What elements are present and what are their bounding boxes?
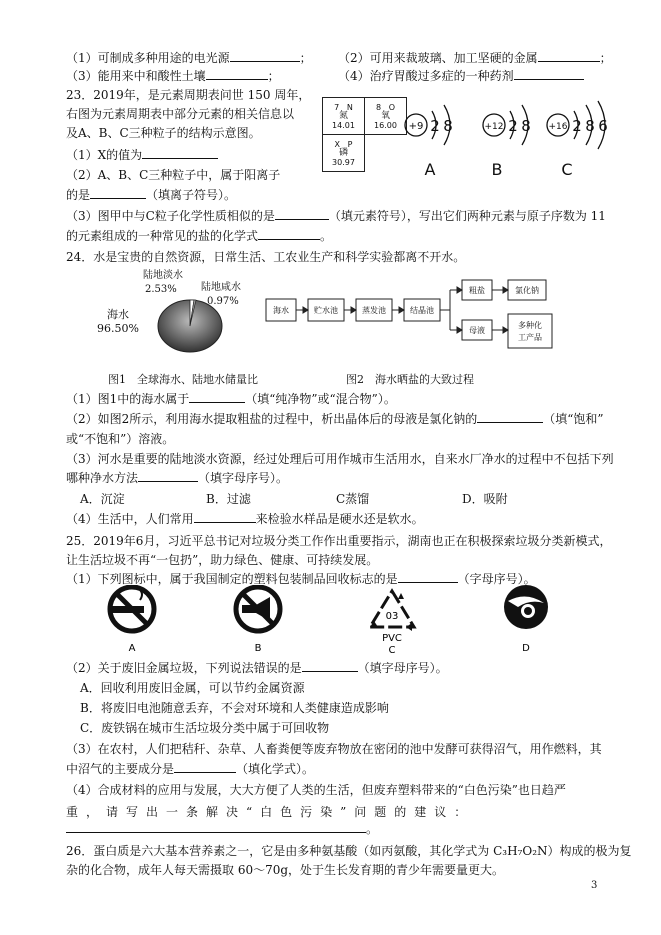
answer-blank[interactable] — [138, 470, 198, 482]
q25-sub3-cont: 中沼气的主要成分是 （填化学式）。 — [66, 762, 315, 776]
icon-c-text: PVC — [382, 633, 402, 644]
q25-sub4: （4）合成材料的应用与发展，大大方便了人类的生活，但废弃塑料带来的“白色污染”也日趋严 — [66, 783, 566, 797]
answer-blank[interactable] — [230, 50, 300, 62]
q22-item2: （2）可用来裁玻璃、加工坚硬的金属 ； — [338, 51, 612, 65]
q24-intro: 24．水是宝贵的自然资源，日常生活、工农业生产和科学实验都离不开水。 — [66, 250, 466, 264]
electron-c-3: 6 — [598, 117, 608, 135]
icon-no-horn[interactable] — [236, 587, 280, 631]
figure1-caption: 图1 全球海水、陆地水储量比 — [108, 373, 258, 386]
atom-label-a: A — [424, 160, 436, 179]
q25-option-c[interactable]: C．废铁锅在城市生活垃圾分类中属于可回收物 — [80, 721, 330, 735]
pie-sea-pct: 96.50% — [97, 322, 139, 335]
answer-blank[interactable] — [194, 511, 256, 523]
electron-b-1: 2 — [508, 117, 518, 135]
flow-label-reservoir: 贮水池 — [314, 306, 338, 315]
icon-label-c: C — [388, 645, 396, 656]
water-pie-figure — [95, 268, 255, 368]
nucleus-a: +9 — [408, 121, 424, 132]
pie-salt-pct: 0.97% — [207, 296, 239, 307]
answer-blank[interactable] — [398, 571, 458, 583]
nucleus-b: +12 — [484, 122, 504, 132]
q23-sub3: （3）图甲中与C粒子化学性质相似的是 （填元素符号），写出它们两种元素与原子序数为 11 — [66, 209, 606, 223]
icon-water-saving[interactable] — [504, 585, 548, 629]
q24-option-b[interactable]: B．过滤 — [206, 492, 251, 506]
q25-sub1: （1）下列图标中，属于我国制定的塑料包装制品回收标志的是 （字母序号）。 — [66, 572, 536, 586]
answer-blank[interactable] — [302, 660, 358, 672]
q24-sub1: （1）图1中的海水属于 （填“纯净物”或“混合物”）。 — [66, 392, 396, 406]
q22-item3: （3）能用来中和酸性土壤 ； — [66, 69, 280, 83]
q25-option-a[interactable]: A．回收利用废旧金属，可以节约金属资源 — [80, 681, 305, 695]
icon-c-number: 03 — [385, 611, 399, 622]
answer-blank[interactable] — [189, 391, 245, 403]
flow-label-products-1: 多种化 — [518, 321, 542, 330]
answer-blank[interactable] — [477, 411, 543, 423]
q25-intro-line2: 让生活垃圾不再“一包扔”，助力绿色、健康、可持续发展。 — [66, 553, 379, 567]
element-cell-oxygen: 8 O 氧 16.00 — [364, 97, 407, 135]
flow-label-crystallization: 结晶池 — [410, 306, 434, 315]
q23-intro-line2: 右图为元素周期表中部分元素的相关信息以 — [66, 107, 295, 121]
flow-label-evaporation: 蒸发池 — [362, 306, 386, 315]
atom-label-b: B — [491, 160, 503, 179]
q22-item1: （1）可制成多种用途的电光源 ； — [66, 51, 312, 65]
electron-b-2: 8 — [521, 117, 531, 135]
flow-label-crude-salt: 粗盐 — [469, 286, 485, 295]
figure2-caption: 图2 海水晒盐的大致过程 — [346, 373, 474, 386]
q24-sub4: （4）生活中，人们常用 来检验水样品是硬水还是软水。 — [66, 512, 424, 526]
q24-sub3-cont: 哪种净水方法 （填字母序号）。 — [66, 471, 289, 485]
q23-intro-line1: 23．2019年，是元素周期表问世 150 周年， — [66, 88, 311, 102]
q25-sub2: （2）关于废旧金属垃圾，下列说法错误的是 （填字母序号）。 — [66, 661, 448, 675]
q22-item4: （4）治疗胃酸过多症的一种药剂 — [338, 68, 584, 84]
answer-blank[interactable] — [538, 50, 600, 62]
element-cell-nitrogen: 7 N 氮 14.01 — [322, 97, 365, 135]
pie-sea-label: 海水 — [107, 308, 129, 321]
answer-blank[interactable] — [258, 228, 320, 240]
q24-option-a[interactable]: A．沉淀 — [80, 492, 125, 506]
answer-blank[interactable] — [66, 821, 366, 833]
page-number: 3 — [591, 880, 598, 891]
recycling-icons-row — [92, 585, 562, 657]
answer-blank[interactable] — [90, 187, 146, 199]
q25-sub4-cont: 重，请写出一条解决“白色污染”问题的建议： — [66, 805, 475, 819]
electron-a-1: 2 — [430, 117, 440, 135]
q23-intro-line3: 及A、B、C三种粒子的结构示意图。 — [66, 126, 261, 140]
q23-sub3-cont: 的元素组成的一种常见的盐的化学式 。 — [66, 229, 333, 243]
flow-box-products — [508, 314, 552, 348]
icon-label-b: B — [254, 643, 262, 654]
q24-sub3: （3）河水是重要的陆地淡水资源，经过处理后可用作城市生活用水，自来水厂净水的过程中不包括下列 — [66, 452, 614, 466]
icon-no-smoking[interactable] — [110, 587, 154, 631]
atom-structure-diagrams — [400, 95, 610, 185]
icon-label-a: A — [128, 643, 136, 654]
q23-sub1: （1）X的值为 — [66, 147, 218, 163]
q24-sub2-cont: 或“不饱和”）溶液。 — [66, 432, 175, 446]
answer-blank[interactable] — [206, 68, 268, 80]
electron-c-2: 8 — [585, 117, 595, 135]
q25-sub3: （3）在农村，人们把秸秆、杂草、人畜粪便等废弃物放在密闭的池中发酵可获得沼气，用作燃料，其 — [66, 742, 602, 756]
electron-a-2: 8 — [443, 117, 453, 135]
q24-sub2: （2）如图2所示，利用海水提取粗盐的过程中，析出晶体后的母液是氯化钠的 （填“饱和” — [66, 412, 604, 426]
element-cell-phosphorus: X P 磷 30.97 — [322, 134, 365, 172]
pie-fresh-pct: 2.53% — [145, 284, 177, 295]
periodic-table-fragment — [322, 97, 408, 173]
q25-option-b[interactable]: B．将废旧电池随意丢弃，不会对环境和人类健康造成影响 — [80, 701, 389, 715]
answer-blank[interactable] — [174, 761, 236, 773]
answer-blank[interactable] — [275, 208, 329, 220]
flow-label-nacl: 氯化钠 — [515, 286, 539, 295]
icon-label-d: D — [522, 643, 530, 654]
q23-sub2: （2）A、B、C三种粒子中，属于阳离子 — [66, 168, 281, 182]
flow-label-seawater: 海水 — [273, 306, 289, 315]
sea-salt-flow-diagram — [258, 272, 578, 368]
pie-fresh-label: 陆地淡水 — [143, 270, 183, 281]
nucleus-c: +16 — [548, 122, 568, 132]
q24-option-c[interactable]: C蒸馏 — [336, 492, 370, 506]
q23-sub2-cont: 的是 （填离子符号）。 — [66, 188, 237, 202]
flow-label-mother-liquor: 母液 — [469, 326, 485, 335]
atom-label-c: C — [561, 160, 573, 179]
pie-salt-label: 陆地咸水 — [201, 282, 241, 293]
icon-pvc-recycling[interactable] — [370, 591, 414, 644]
electron-c-1: 2 — [572, 117, 582, 135]
q25-intro-line1: 25．2019年6月，习近平总书记对垃圾分类工作作出重要指示，湖南也正在积极探索垃圾分类新模式， — [66, 534, 612, 548]
answer-blank[interactable] — [142, 147, 218, 159]
q24-option-d[interactable]: D．吸附 — [462, 492, 508, 506]
q25-sub4-answer: 。 — [66, 821, 378, 837]
answer-blank[interactable] — [514, 68, 584, 80]
q26-line1: 26．蛋白质是六大基本营养素之一，它是由多种氨基酸（如丙氨酸，其化学式为 C₃H₇O₂N）构成的极为复 — [66, 844, 632, 858]
flow-label-products-2: 工产品 — [518, 333, 542, 342]
q26-line2: 杂的化合物，成年人每天需摄取 60～70g，处于生长发育期的青少年需要量更大。 — [66, 863, 505, 877]
